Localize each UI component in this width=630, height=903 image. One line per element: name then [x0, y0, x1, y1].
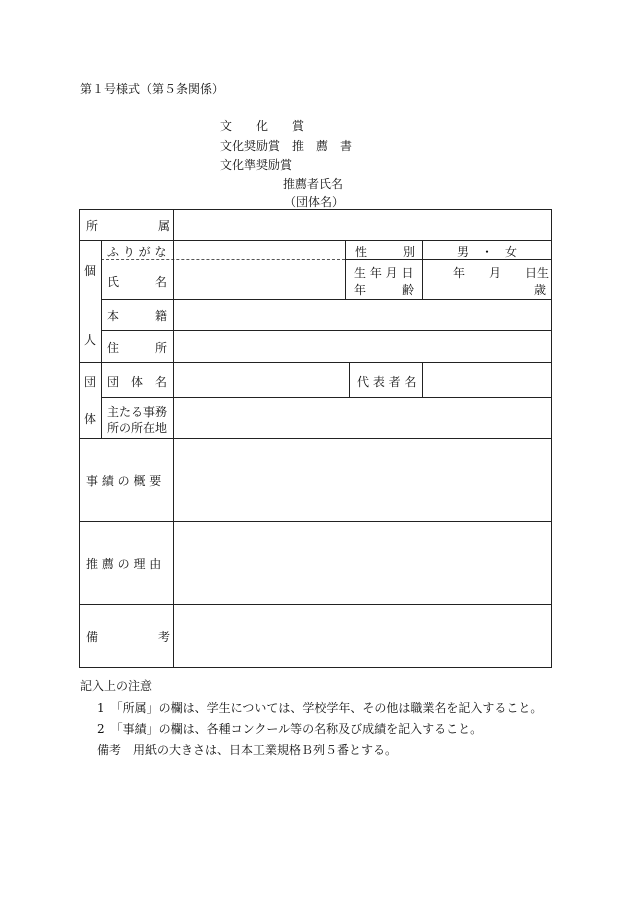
- honseki-label: 本 籍: [107, 309, 168, 323]
- honseki-field[interactable]: [174, 300, 551, 330]
- age-value[interactable]: 歳: [534, 283, 547, 297]
- award-shorei: 文化奨励賞 推 薦 書: [220, 139, 353, 153]
- dob-label: 生 年 月 日: [354, 266, 414, 280]
- group-name-label: 団 体 名: [107, 375, 168, 389]
- address-label: 住 所: [107, 341, 168, 355]
- gender-label: 性 別: [355, 245, 416, 259]
- recommender-org-label: （団体名）: [284, 195, 345, 209]
- notes-heading: 記入上の注意: [80, 679, 153, 693]
- office-location-label-line2: 所の所在地: [107, 421, 168, 435]
- representative-field[interactable]: [423, 363, 551, 397]
- furigana-label: ふ り が な: [107, 245, 167, 259]
- reason-label: 推 薦 の 理 由: [86, 557, 162, 571]
- note-item-2: 2 「事績」の欄は、各種コンクール等の名称及び成績を記入すること。: [97, 722, 483, 736]
- group-label-top: 団: [84, 375, 97, 389]
- group-label-bottom: 体: [84, 412, 97, 426]
- note-item-1: 1 「所属」の欄は、学生については、学校学年、その他は職業名を記入すること。: [97, 701, 543, 715]
- name-field[interactable]: [174, 260, 345, 299]
- achievements-field[interactable]: [174, 439, 551, 521]
- remarks-field[interactable]: [174, 605, 551, 667]
- form-number: 第１号様式（第５条関係）: [80, 82, 225, 96]
- affiliation-label: 所 属: [86, 219, 171, 233]
- award-jun-shorei: 文化準奨励賞: [220, 158, 293, 172]
- affiliation-field[interactable]: [174, 210, 551, 240]
- recommender-label: 推薦者氏名: [283, 177, 344, 191]
- office-location-field[interactable]: [174, 398, 551, 438]
- award-bunka: 文 化 賞: [220, 119, 305, 133]
- gender-options[interactable]: 男 ・ 女: [457, 245, 518, 259]
- name-label: 氏 名: [107, 275, 168, 289]
- individual-label-top: 個: [84, 264, 97, 278]
- address-field[interactable]: [174, 331, 551, 362]
- age-label: 年 齢: [354, 283, 415, 297]
- reason-field[interactable]: [174, 522, 551, 604]
- note-remark: 備考 用紙の大きさは、日本工業規格Ｂ列５番とする。: [97, 743, 398, 757]
- remarks-label: 備 考: [86, 630, 171, 644]
- office-location-label-line1: 主たる事務: [107, 405, 168, 419]
- representative-label: 代 表 者 名: [357, 375, 417, 389]
- achievements-label: 事 績 の 概 要: [86, 474, 162, 488]
- group-name-field[interactable]: [174, 363, 349, 397]
- dob-value[interactable]: 年 月 日生: [453, 266, 550, 280]
- furigana-field[interactable]: [174, 241, 345, 259]
- individual-label-bottom: 人: [84, 333, 97, 347]
